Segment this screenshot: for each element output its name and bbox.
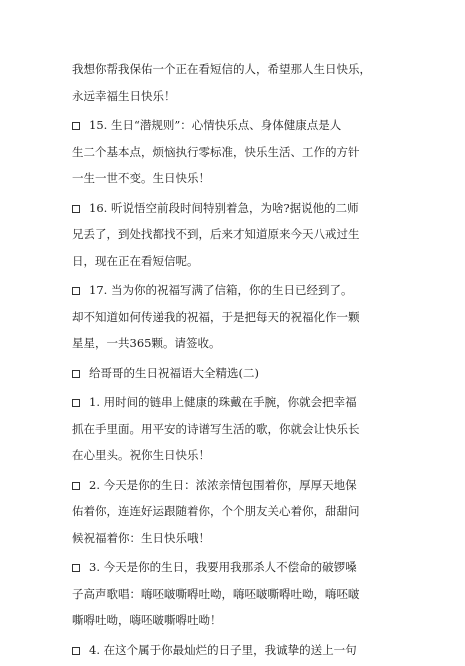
text-line-content: 一生一世不变。生日快乐！ — [72, 171, 210, 185]
text-line-content: 16. 听说悟空前段时间特别着急，为啥?据说他的二师 — [89, 200, 359, 215]
text-line — [72, 581, 394, 608]
checkbox-icon[interactable] — [72, 122, 80, 130]
text-line — [72, 195, 394, 222]
text-line-content: 抓在手里面。用平安的诗谱写生活的歌，你就会让快乐长 — [72, 421, 360, 436]
checkbox-icon[interactable] — [72, 399, 80, 407]
checkbox-icon[interactable] — [72, 647, 80, 655]
checkbox-icon[interactable] — [72, 370, 80, 378]
text-line — [72, 56, 394, 83]
text-line — [72, 139, 394, 166]
text-line-content: 生二个基本点，烦恼执行零标准，快乐生活、工作的方针 — [72, 144, 360, 159]
checkbox-icon[interactable] — [72, 482, 80, 490]
text-line — [72, 83, 394, 110]
text-line — [72, 607, 394, 634]
document-body — [72, 56, 394, 666]
text-line — [72, 554, 394, 581]
text-line-content: 却不知道如何传递我的祝福，于是把每天的祝福化作一颗 — [72, 309, 360, 324]
text-line-content: 兄丢了，到处找都找不到，后来才知道原来今天八戒过生 — [72, 227, 360, 241]
text-line — [72, 442, 394, 469]
text-line-content: 3. 今天是你的生日，我要用我那杀人不偿命的破锣嗓 — [89, 560, 357, 574]
paragraph — [72, 360, 394, 387]
text-line — [72, 330, 394, 357]
text-line-content: 候祝福着你：生日快乐哦！ — [72, 530, 210, 545]
text-line — [72, 637, 394, 664]
text-line-content: 15. 生日“潜规则”：心情快乐点、身体健康点是人 — [89, 118, 342, 132]
checkbox-icon[interactable] — [72, 287, 80, 295]
text-line-content: 佑着你，连连好运跟随着你，个个朋友关心着你，甜甜问 — [72, 504, 360, 518]
checkbox-icon[interactable] — [72, 205, 80, 213]
text-line — [72, 389, 394, 416]
text-line-content: 我想你帮我保佑一个正在看短信的人，希望那人生日快乐， — [72, 62, 371, 76]
paragraph — [72, 56, 394, 109]
paragraph — [72, 637, 394, 664]
checkbox-icon[interactable] — [72, 564, 80, 572]
text-line-content: 子高声歌唱：嗨呸啵嘶嘚吐呦，嗨呸啵嘶嘚吐呦，嗨呸啵 — [72, 586, 360, 601]
text-line-content: 在心里头。祝你生日快乐！ — [72, 448, 210, 462]
text-line — [72, 525, 394, 552]
text-line — [72, 248, 394, 275]
text-line-content: 17. 当为你的祝福写满了信箱，你的生日已经到了。 — [89, 283, 353, 297]
paragraph — [72, 389, 394, 469]
paragraph — [72, 195, 394, 275]
text-line-content: 星星，一共365颗。请签收。 — [72, 336, 221, 350]
paragraph — [72, 472, 394, 552]
paragraph — [72, 112, 394, 192]
text-line-content: 永远幸福生日快乐！ — [72, 88, 176, 103]
text-line-content: 嘶嘚吐呦，嗨呸啵嘶嘚吐呦！ — [72, 613, 222, 627]
text-line — [72, 498, 394, 525]
text-line-content: 日，现在正在看短信呢。 — [72, 253, 199, 268]
text-line — [72, 472, 394, 499]
text-line — [72, 360, 394, 387]
text-line — [72, 112, 394, 139]
text-line — [72, 221, 394, 248]
text-line-content: 2. 今天是你的生日：浓浓亲情包围着你，厚厚天地保 — [89, 477, 357, 492]
paragraph — [72, 277, 394, 357]
text-line-content: 4. 在这个属于你最灿烂的日子里，我诚挚的送上一句 — [89, 642, 357, 657]
paragraph — [72, 554, 394, 634]
text-line — [72, 304, 394, 331]
text-line-content: 1. 用时间的链串上健康的珠戴在手腕，你就会把幸福 — [89, 395, 357, 409]
text-line — [72, 416, 394, 443]
text-line — [72, 277, 394, 304]
text-line — [72, 165, 394, 192]
text-line-content: 给哥哥的生日祝福语大全精选(二) — [89, 365, 259, 380]
